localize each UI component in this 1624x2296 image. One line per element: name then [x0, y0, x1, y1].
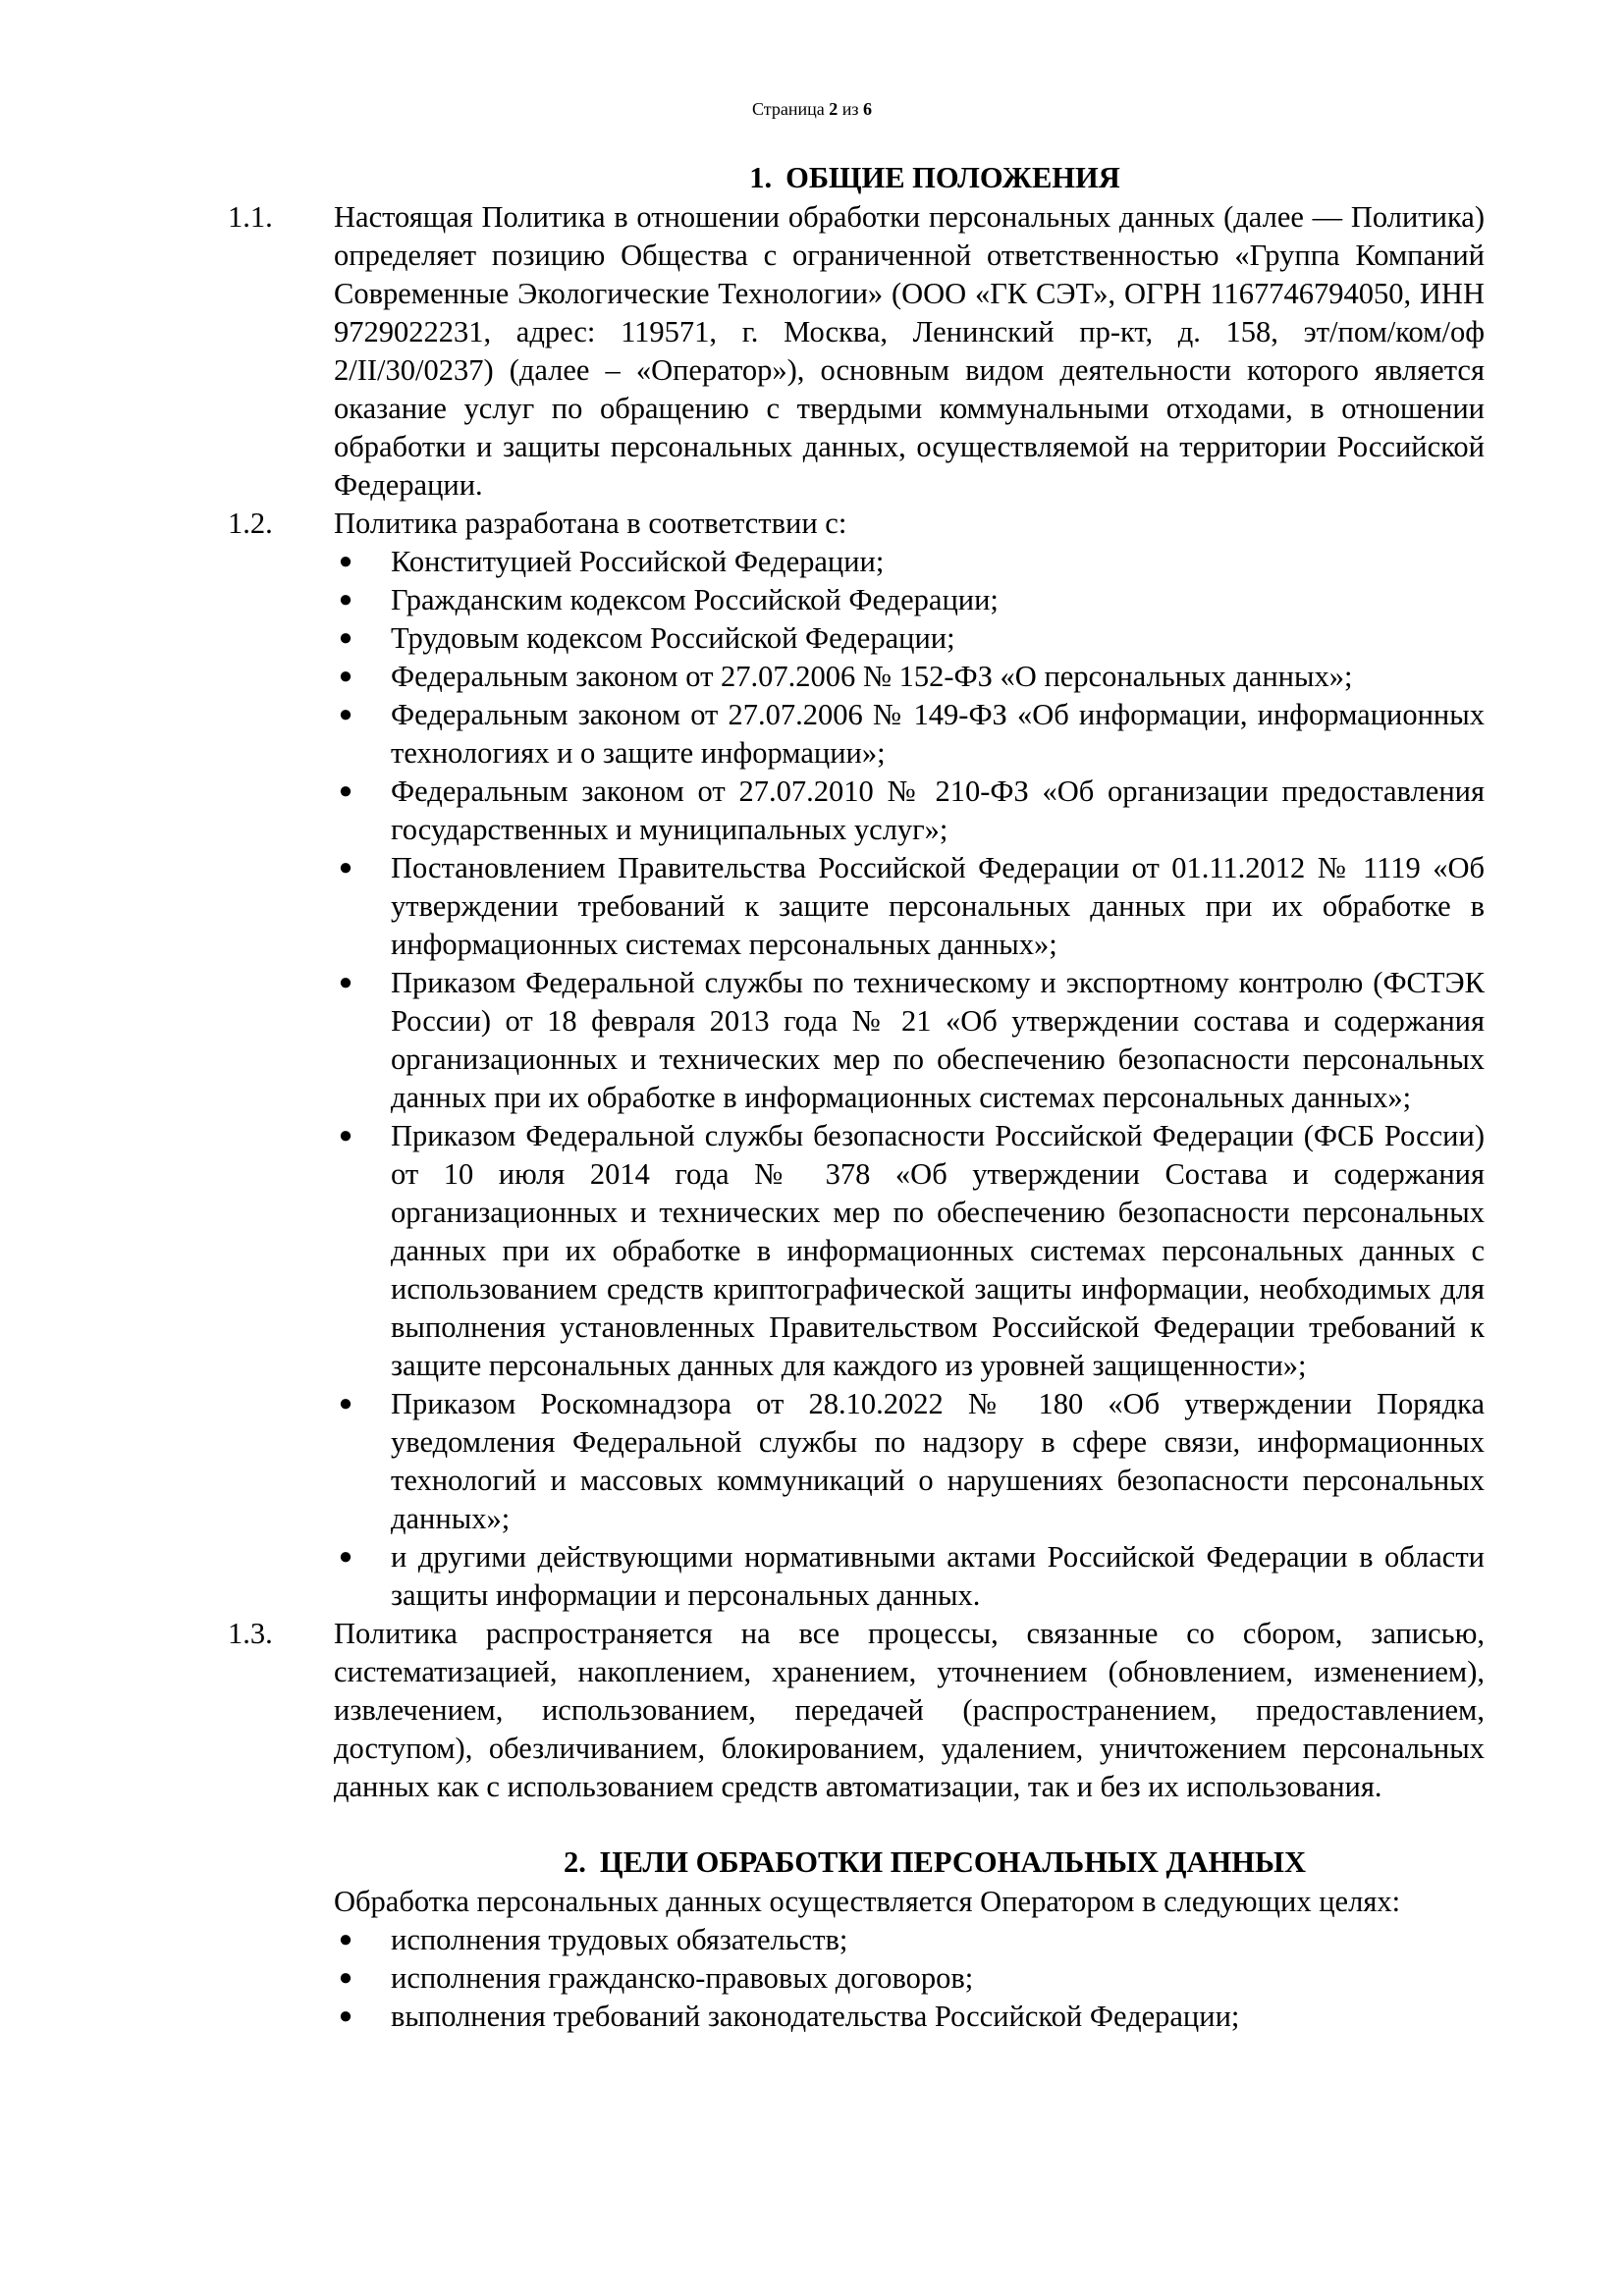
clause-text: Настоящая Политика в отношении обработки персональных данных (далее — Политика) определяет позицию Общества с ограниченной ответственностью «Группа Компаний Современные Экологические Технологии» (ООО «ГК СЭТ», ОГРН 1167746794050, ИНН 9729022231, адрес: 119571, г. Москва, Ленинский пр-кт, д. 158, эт/пом/ком/оф 2/II/30/0237) (далее – «Оператор»), основным видом деятельности которого является оказание услуг по обращению с твердыми коммунальными отходами, в отношении обработки и защиты персональных данных, осуществляемой на территории Российской Федерации. [334, 200, 1485, 502]
list-item: ● выполнения требований законодательства Российской Федерации; [334, 1998, 1485, 2036]
page-label: Страница [752, 99, 825, 119]
clause-text: Политика распространяется на все процессы, связанные со сбором, записью, систематизацией, накоплением, хранением, уточнением (обновлением, изменением), извлечением, использованием, передачей (распространением, предоставлением, доступом), обезличиванием, блокированием, удалением, уничтожением персональных данных как с использованием средств автоматизации, так и без их использования. [334, 1617, 1485, 1803]
legal-basis-list [334, 543, 1485, 1615]
bullet-icon: ● [338, 1391, 353, 1416]
bullet-icon: ● [338, 1123, 353, 1148]
document-body [228, 157, 1485, 2036]
clause-1-1 [228, 198, 1485, 505]
section-1-title: 1. ОБЩИЕ ПОЛОЖЕНИЯ [749, 161, 1120, 194]
bullet-icon: ● [338, 549, 353, 574]
page-sep: из [841, 99, 859, 119]
clause-1-3 [228, 1615, 1485, 1806]
page-header [0, 98, 1624, 120]
clause-number: 1.1. [228, 200, 273, 234]
list-item: ● исполнения трудовых обязательств; [334, 1921, 1485, 1959]
list-item: ● Приказом Роскомнадзора от 28.10.2022 № 180 «Об утверждении Порядка уведомления Федеральной службы по надзору в сфере связи, информационных технологий и массовых коммуникаций о нарушениях безопасности персональных данных»; [334, 1385, 1485, 1538]
list-item: ● Постановлением Правительства Российской Федерации от 01.11.2012 № 1119 «Об утверждении требований к защите персональных данных при их обработке в информационных системах персональных данных»; [334, 849, 1485, 964]
bullet-icon: ● [338, 970, 353, 995]
clause-text: Политика разработана в соответствии с: [334, 507, 847, 540]
list-item: ● Приказом Федеральной службы безопасности Российской Федерации (ФСБ России) от 10 июля 2014 года № 378 «Об утверждении Состава и содержания организационных и технических мер по обеспечению безопасности персональных данных при их обработке в информационных системах персональных данных с использованием средств криптографической защиты информации, необходимых для выполнения установленных Правительством Российской Федерации требований к защите персональных данных для каждого из уровней защищенности»; [334, 1117, 1485, 1385]
list-item: ● Федеральным законом от 27.07.2010 № 210-ФЗ «Об организации предоставления государственных и муниципальных услуг»; [334, 773, 1485, 849]
list-item: ● Федеральным законом от 27.07.2006 № 152-ФЗ «О персональных данных»; [334, 658, 1485, 696]
list-item: ● Приказом Федеральной службы по техническому и экспортному контролю (ФСТЭК России) от 18 февраля 2013 года № 21 «Об утверждении состава и содержания организационных и технических мер по обеспечению безопасности персональных данных при их обработке в информационных системах персональных данных»; [334, 964, 1485, 1117]
bullet-icon: ● [338, 587, 353, 613]
bullet-icon: ● [338, 778, 353, 804]
page-total: 6 [862, 99, 872, 119]
bullet-icon: ● [338, 625, 353, 651]
section-2-body [228, 1883, 1485, 1921]
list-item: ● Федеральным законом от 27.07.2006 № 149-ФЗ «Об информации, информационных технологиях и о защите информации»; [334, 696, 1485, 773]
list-item: ● Трудовым кодексом Российской Федерации; [334, 619, 1485, 658]
purposes-list [228, 1921, 1485, 2036]
list-item: ● исполнения гражданско-правовых договоров; [334, 1959, 1485, 1998]
clause-number: 1.2. [228, 507, 273, 540]
bullet-icon: ● [338, 2003, 353, 2029]
bullet-icon: ● [338, 1544, 353, 1570]
bullet-icon: ● [338, 1965, 353, 1991]
bullet-icon: ● [338, 1927, 353, 1952]
section-2-title: 2. ЦЕЛИ ОБРАБОТКИ ПЕРСОНАЛЬНЫХ ДАННЫХ [564, 1845, 1306, 1879]
list-item: ● и другими действующими нормативными актами Российской Федерации в области защиты информации и персональных данных. [334, 1538, 1485, 1615]
clause-number: 1.3. [228, 1617, 273, 1650]
bullet-icon: ● [338, 855, 353, 881]
page-current: 2 [829, 99, 839, 119]
clause-1-2 [228, 505, 1485, 1615]
list-item: ● Конституцией Российской Федерации; [334, 543, 1485, 581]
section-2-intro: Обработка персональных данных осуществляется Оператором в следующих целях: [334, 1885, 1401, 1918]
bullet-icon: ● [338, 702, 353, 727]
list-item: ● Гражданским кодексом Российской Федерации; [334, 581, 1485, 619]
bullet-icon: ● [338, 664, 353, 689]
